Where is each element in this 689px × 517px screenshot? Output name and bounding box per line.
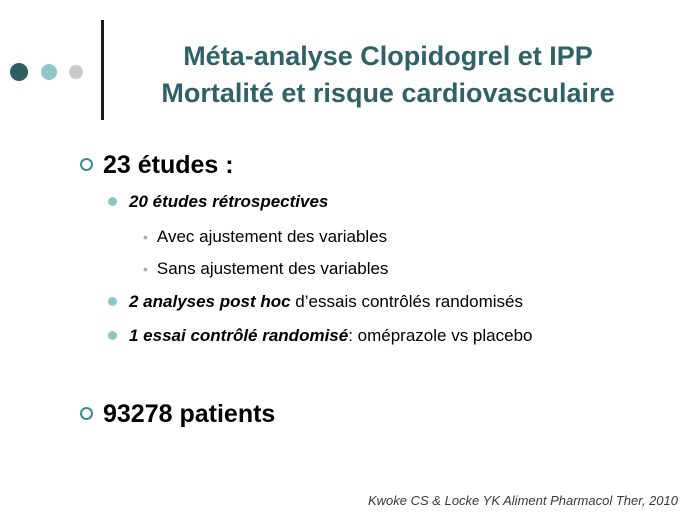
ring-bullet-icon bbox=[80, 407, 93, 420]
sub-bullet-retrospective bbox=[108, 192, 328, 212]
small-dot-icon: • bbox=[143, 229, 148, 245]
title-divider bbox=[101, 20, 104, 120]
sub-bullet-retrospective-text: 20 études rétrospectives bbox=[129, 192, 329, 211]
slide-title bbox=[108, 38, 668, 112]
small-dot-icon: • bbox=[143, 261, 148, 277]
bullet-studies bbox=[80, 151, 234, 180]
sub-bullet-rct-bold: 1 essai contrôlé randomisé bbox=[129, 326, 349, 345]
dot-bullet-icon bbox=[108, 297, 117, 306]
sub-bullet-rct-rest: : oméprazole vs placebo bbox=[348, 326, 533, 345]
ring-bullet-icon bbox=[80, 158, 93, 171]
bullet-patients bbox=[80, 400, 275, 429]
sub-bullet-post-hoc bbox=[108, 292, 523, 312]
sub-sub-bullet-with-adjustment-text: Avec ajustement des variables bbox=[156, 227, 388, 246]
sub-bullet-rct bbox=[108, 326, 532, 346]
sub-sub-bullet-without-adjustment-text: Sans ajustement des variables bbox=[156, 259, 389, 278]
decorative-dot-grey bbox=[69, 65, 83, 79]
reference-citation: Kwoke CS & Locke YK Aliment Pharmacol Ther, 2010 bbox=[368, 493, 678, 508]
bullet-studies-text: 23 études : bbox=[103, 151, 234, 179]
bullet-patients-text: 93278 patients bbox=[103, 400, 276, 428]
dot-bullet-icon bbox=[108, 197, 117, 206]
decorative-dot-dark bbox=[10, 63, 28, 81]
sub-sub-bullet-without-adjustment bbox=[143, 259, 388, 279]
decorative-dot-light bbox=[41, 64, 57, 80]
title-line-1: Méta-analyse Clopidogrel et IPP bbox=[183, 41, 593, 71]
sub-bullet-post-hoc-bold: 2 analyses post hoc bbox=[129, 292, 291, 311]
title-line-2: Mortalité et risque cardiovasculaire bbox=[161, 78, 615, 108]
sub-bullet-post-hoc-rest: d’essais contrôlés randomisés bbox=[290, 292, 524, 311]
dot-bullet-icon bbox=[108, 331, 117, 340]
sub-sub-bullet-with-adjustment bbox=[143, 227, 387, 247]
